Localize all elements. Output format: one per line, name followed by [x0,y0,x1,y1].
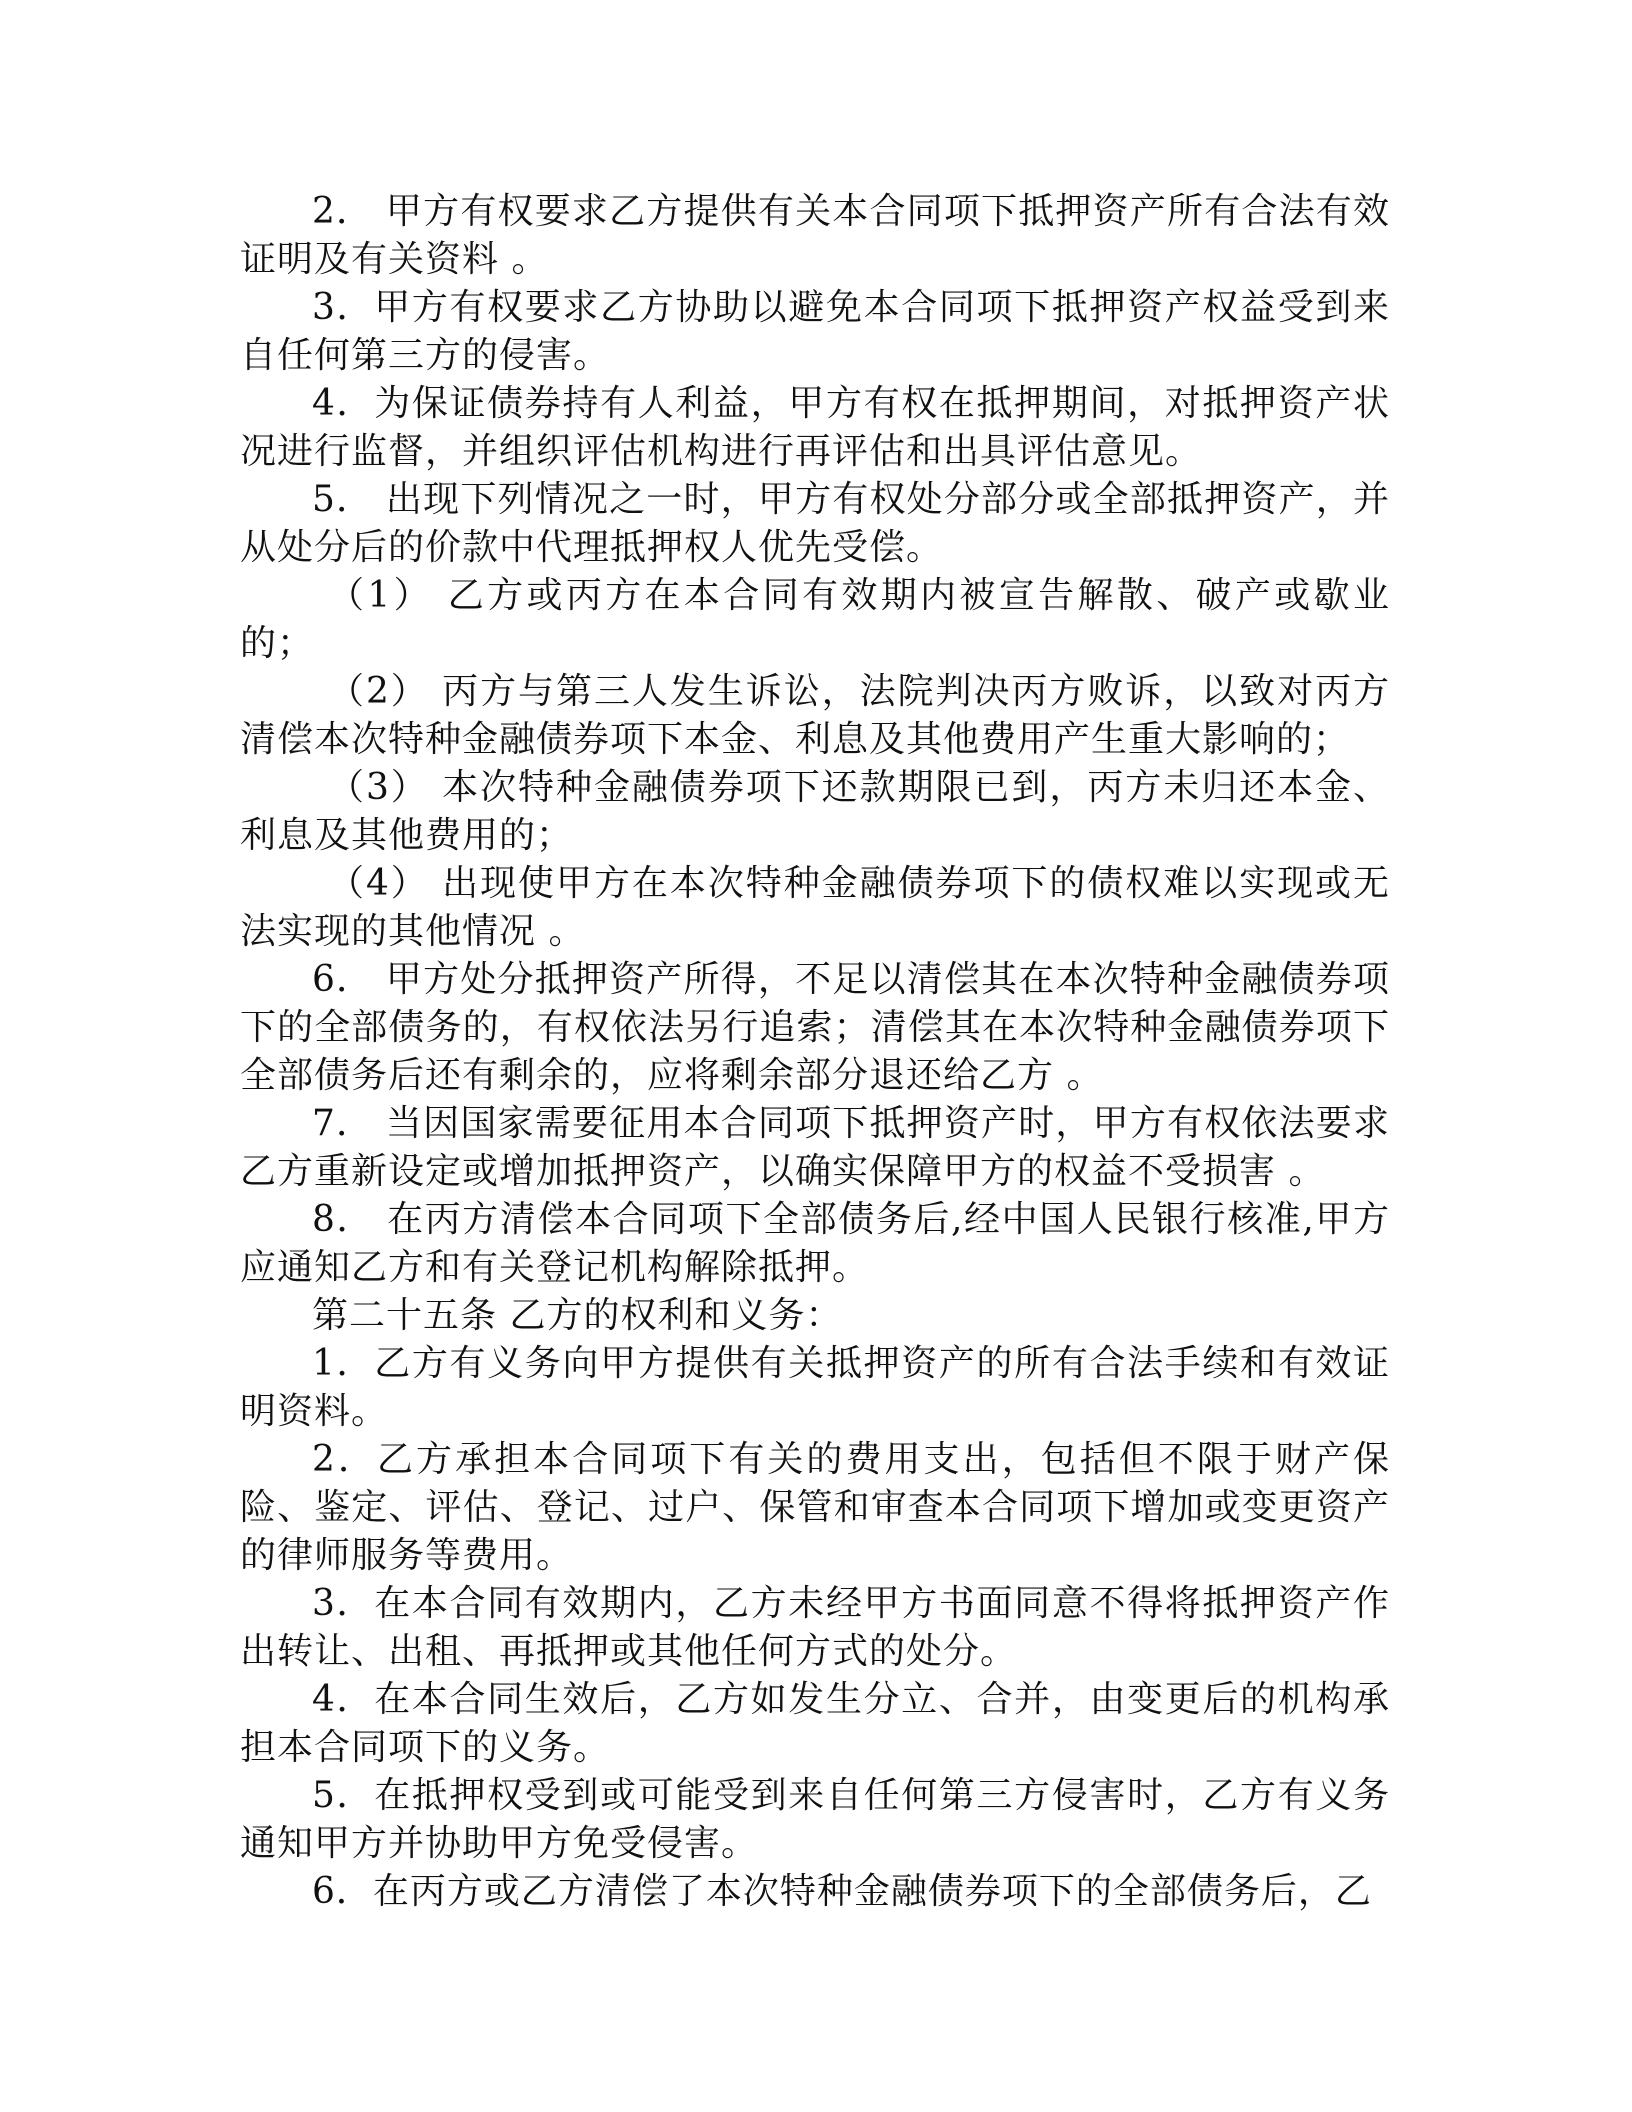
paragraph: （1） 乙方或丙方在本合同有效期内被宣告解散、破产或歇业的； [240,575,1390,664]
paragraph: 4．在本合同生效后，乙方如发生分立、合并，由变更后的机构承担本合同项下的义务。 [240,1679,1390,1768]
paragraph: （4） 出现使甲方在本次特种金融债券项下的债权难以实现或无法实现的其他情况 。 [240,863,1390,952]
paragraph: 3．在本合同有效期内，乙方未经甲方书面同意不得将抵押资产作出转让、出租、再抵押或其他任何方式的处分。 [240,1583,1390,1672]
paragraph: 4．为保证债券持有人利益，甲方有权在抵押期间，对抵押资产状况进行监督，并组织评估机构进行再评估和出具评估意见。 [240,383,1390,472]
paragraph: 7． 当因国家需要征用本合同项下抵押资产时，甲方有权依法要求乙方重新设定或增加抵押资产，以确实保障甲方的权益不受损害 。 [240,1103,1390,1192]
paragraph: 5．在抵押权受到或可能受到来自任何第三方侵害时，乙方有义务通知甲方并协助甲方免受侵害。 [240,1775,1390,1864]
document-body [240,188,1390,1916]
paragraph: （3） 本次特种金融债券项下还款期限已到，丙方未归还本金、利息及其他费用的； [240,767,1390,856]
section-heading: 第二十五条 乙方的权利和义务： [312,1295,843,1336]
paragraph: 2．乙方承担本合同项下有关的费用支出，包括但不限于财产保险、鉴定、评估、登记、过户、保管和审查本合同项下增加或变更资产的律师服务等费用。 [240,1439,1390,1576]
paragraph: 8． 在丙方清偿本合同项下全部债务后,经中国人民银行核准,甲方应通知乙方和有关登记机构解除抵押。 [240,1199,1390,1288]
paragraph: 3．甲方有权要求乙方协助以避免本合同项下抵押资产权益受到来自任何第三方的侵害。 [240,287,1390,376]
paragraph: 6．在丙方或乙方清偿了本次特种金融债券项下的全部债务后，乙 [312,1871,1372,1912]
paragraph: 5． 出现下列情况之一时，甲方有权处分部分或全部抵押资产，并从处分后的价款中代理抵押权人优先受偿。 [240,479,1390,568]
paragraph: 2． 甲方有权要求乙方提供有关本合同项下抵押资产所有合法有效证明及有关资料 。 [240,191,1390,280]
paragraph: 1．乙方有义务向甲方提供有关抵押资产的所有合法手续和有效证明资料。 [240,1343,1390,1432]
paragraph: 6． 甲方处分抵押资产所得，不足以清偿其在本次特种金融债券项下的全部债务的，有权依法另行追索；清偿其在本次特种金融债券项下全部债务后还有剩余的，应将剩余部分退还给乙方 。 [240,959,1390,1096]
paragraph: （2） 丙方与第三人发生诉讼，法院判决丙方败诉，以致对丙方清偿本次特种金融债券项下本金、利息及其他费用产生重大影响的； [240,671,1390,760]
